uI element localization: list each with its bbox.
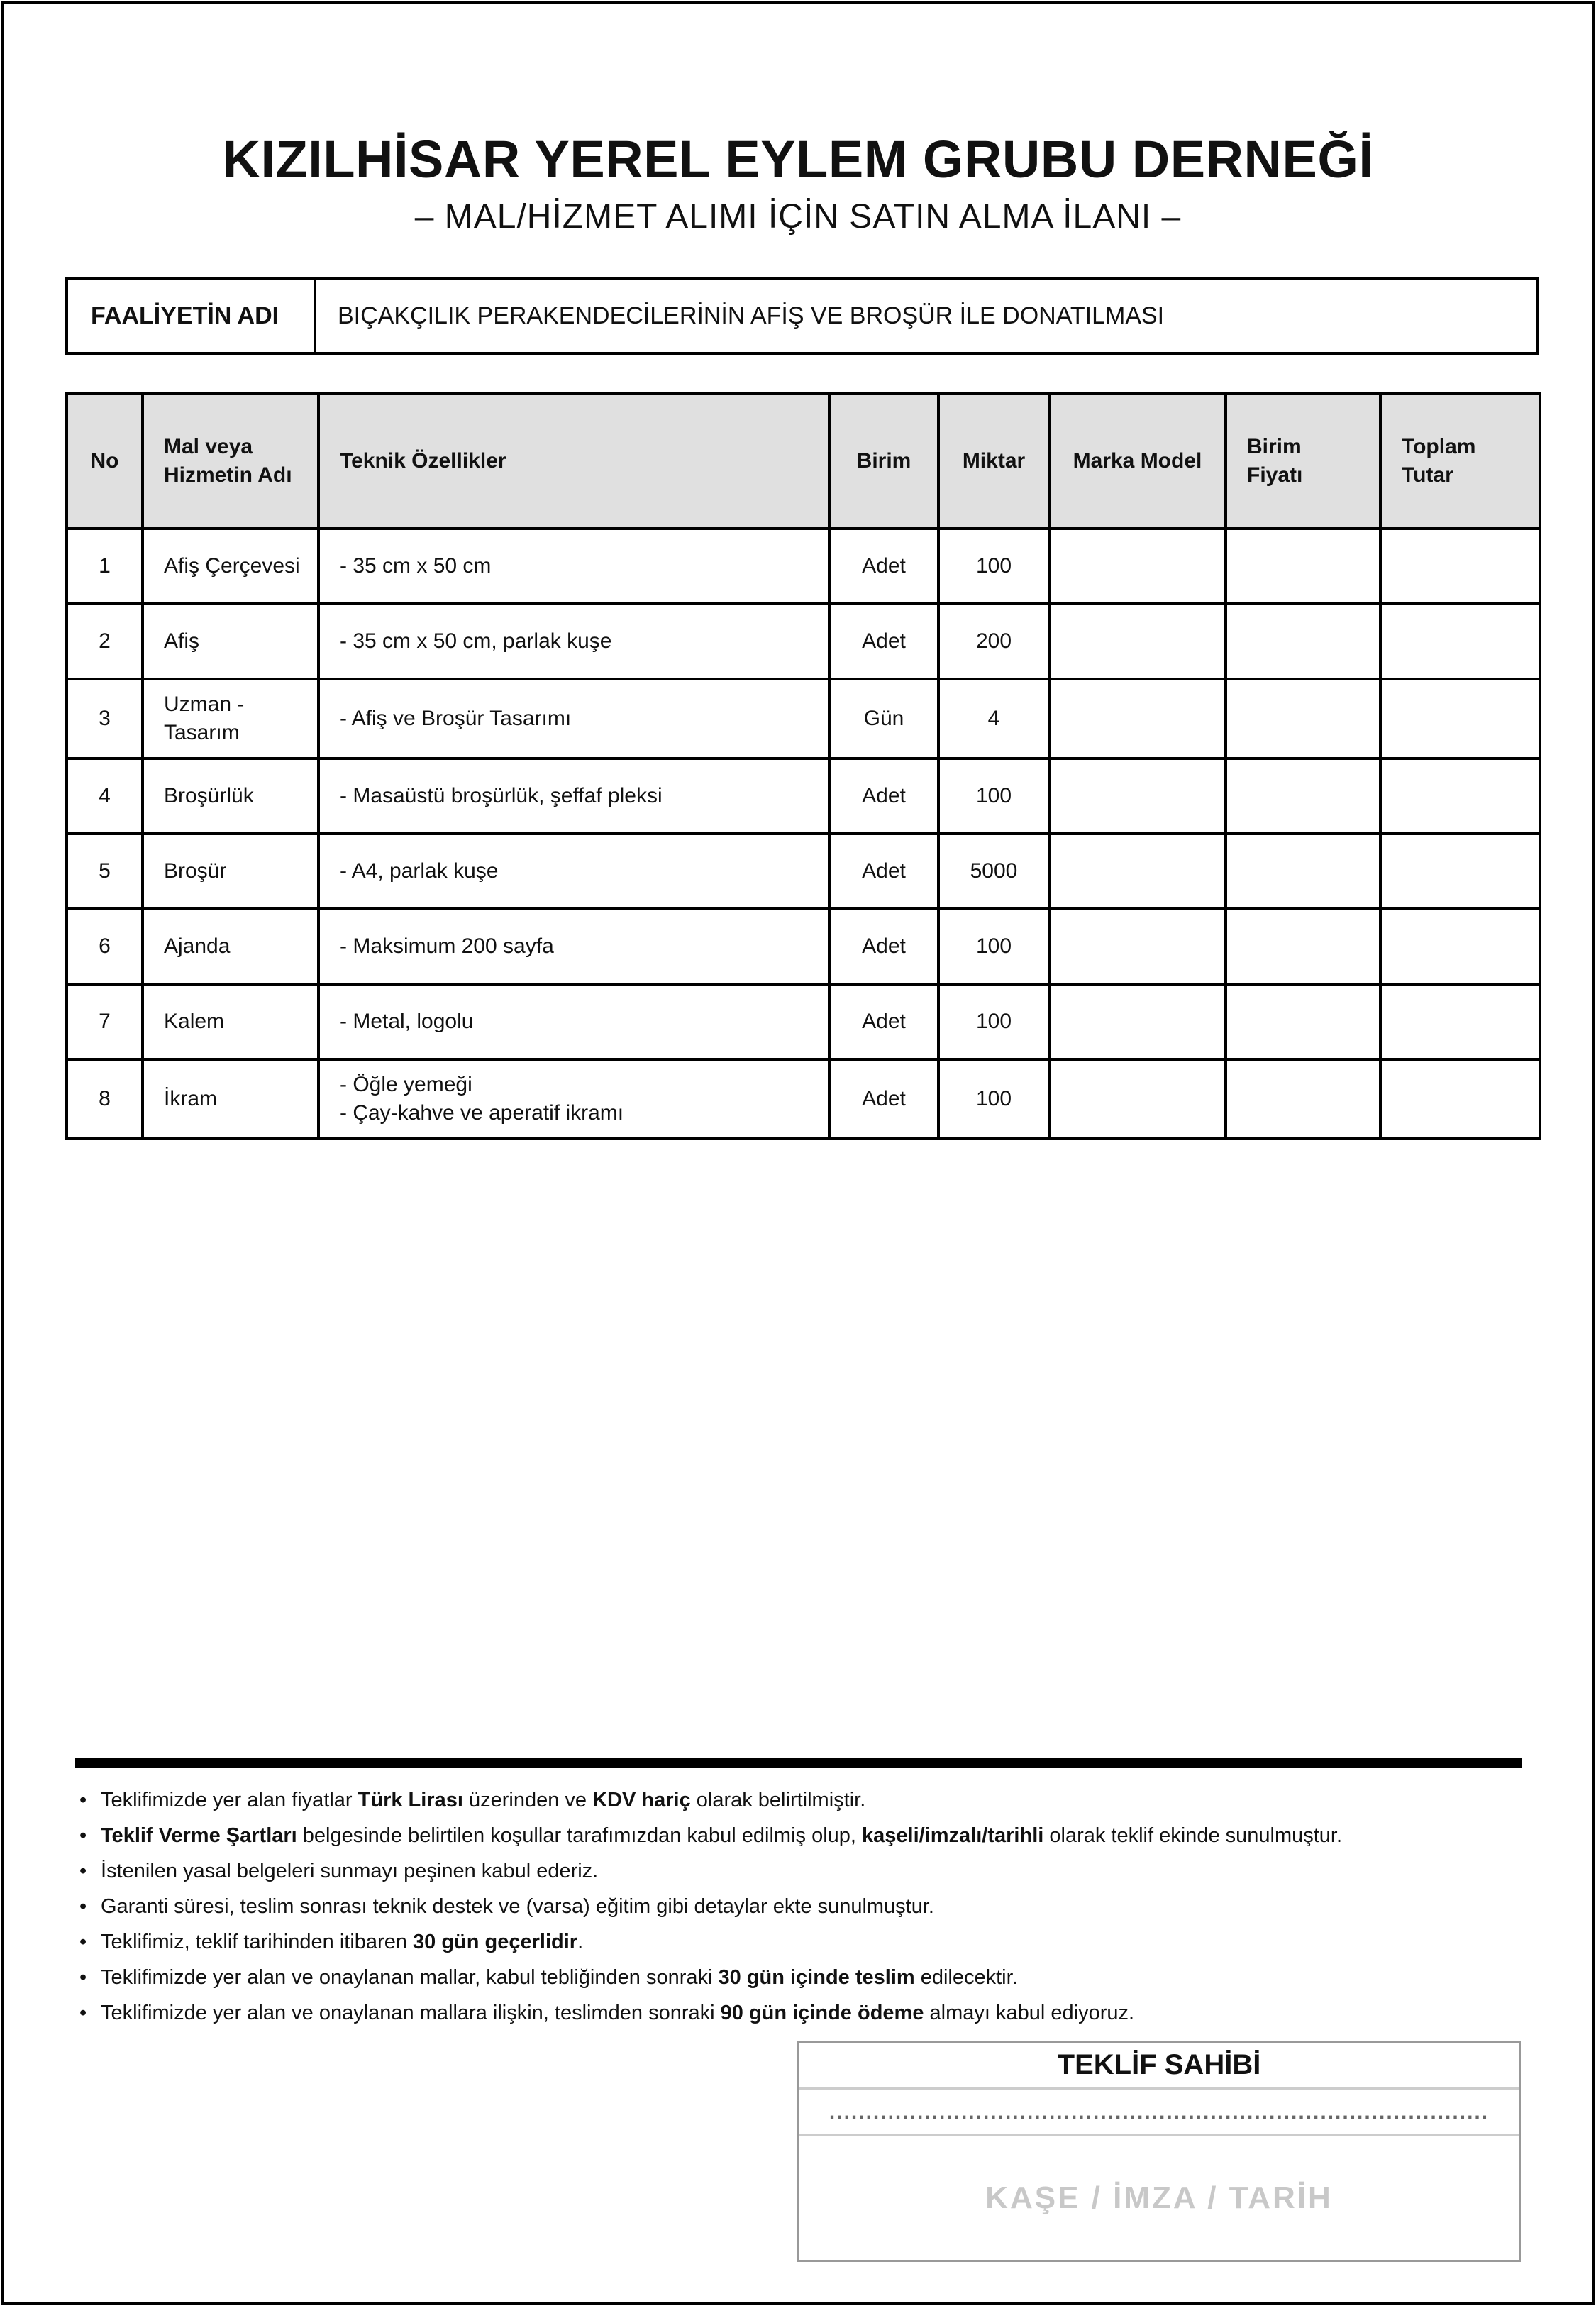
row-spec: - Afiş ve Broşür Tasarımı xyxy=(318,679,829,758)
row-total-cell xyxy=(1380,604,1540,679)
row-unit-price-cell xyxy=(1226,679,1380,758)
row-spec: - Öğle yemeği - Çay-kahve ve aperatif ikramı xyxy=(318,1059,829,1139)
row-unit: Adet xyxy=(829,1059,938,1139)
row-brand-cell xyxy=(1049,1059,1226,1139)
row-unit: Adet xyxy=(829,758,938,834)
row-total-cell xyxy=(1380,529,1540,604)
col-header-spec: Teknik Özellikler xyxy=(318,394,829,529)
col-header-name: Mal veya Hizmetin Adı xyxy=(143,394,318,529)
table-row xyxy=(67,679,1540,758)
col-header-total: Toplam Tutar xyxy=(1380,394,1540,529)
row-spec: - Metal, logolu xyxy=(318,984,829,1059)
table-row xyxy=(67,834,1540,909)
table-row xyxy=(67,1059,1540,1139)
row-unit: Gün xyxy=(829,679,938,758)
table-row xyxy=(67,984,1540,1059)
row-no: 2 xyxy=(67,604,143,679)
col-header-brand: Marka Model xyxy=(1049,394,1226,529)
term-item: • Teklifimizde yer alan fiyatlar Türk Lirası üzerinden ve KDV hariç olarak belirtilmiştir. xyxy=(79,1782,1526,1818)
term-item: • Teklifimizde yer alan ve onaylanan mallar, kabul tebliğinden sonraki 30 gün içinde teslim edilecektir. xyxy=(79,1960,1526,1995)
row-name: Broşürlük xyxy=(143,758,318,834)
row-spec: - A4, parlak kuşe xyxy=(318,834,829,909)
row-name: Afiş xyxy=(143,604,318,679)
row-spec: - Masaüstü broşürlük, şeffaf pleksi xyxy=(318,758,829,834)
row-brand-cell xyxy=(1049,529,1226,604)
row-spec: - 35 cm x 50 cm, parlak kuşe xyxy=(318,604,829,679)
page-title: KIZILHİSAR YEREL EYLEM GRUBU DERNEĞİ xyxy=(222,130,1374,189)
row-qty: 200 xyxy=(938,604,1049,679)
row-name: İkram xyxy=(143,1059,318,1139)
signature-name-line[interactable]: .......................................................................................... xyxy=(799,2090,1519,2136)
row-no: 5 xyxy=(67,834,143,909)
row-unit: Adet xyxy=(829,529,938,604)
activity-box xyxy=(65,277,1539,355)
row-no: 4 xyxy=(67,758,143,834)
row-total-cell xyxy=(1380,984,1540,1059)
terms-divider xyxy=(75,1758,1522,1768)
signature-stamp-area[interactable]: KAŞE / İMZA / TARİH xyxy=(985,2180,1333,2215)
row-qty: 4 xyxy=(938,679,1049,758)
row-unit-price-cell xyxy=(1226,909,1380,984)
page-subtitle: – MAL/HİZMET ALIMI İÇİN SATIN ALMA İLANI – xyxy=(414,198,1182,236)
row-unit: Adet xyxy=(829,834,938,909)
row-spec: - Maksimum 200 sayfa xyxy=(318,909,829,984)
row-name: Kalem xyxy=(143,984,318,1059)
row-unit-price-cell xyxy=(1226,529,1380,604)
row-brand-cell xyxy=(1049,604,1226,679)
row-unit: Adet xyxy=(829,909,938,984)
table-row xyxy=(67,604,1540,679)
row-no: 3 xyxy=(67,679,143,758)
row-name: Afiş Çerçevesi xyxy=(143,529,318,604)
row-qty: 100 xyxy=(938,1059,1049,1139)
row-spec: - 35 cm x 50 cm xyxy=(318,529,829,604)
row-no: 1 xyxy=(67,529,143,604)
row-name: Broşür xyxy=(143,834,318,909)
row-brand-cell xyxy=(1049,679,1226,758)
terms-list xyxy=(79,1782,1526,2031)
activity-label: FAALİYETİN ADI xyxy=(68,280,316,352)
row-qty: 100 xyxy=(938,758,1049,834)
row-unit-price-cell xyxy=(1226,834,1380,909)
row-total-cell xyxy=(1380,834,1540,909)
row-unit-price-cell xyxy=(1226,758,1380,834)
row-no: 8 xyxy=(67,1059,143,1139)
row-no: 6 xyxy=(67,909,143,984)
table-row xyxy=(67,909,1540,984)
term-item: • Teklifimiz, teklif tarihinden itibaren 30 gün geçerlidir. xyxy=(79,1924,1526,1960)
row-total-cell xyxy=(1380,909,1540,984)
term-item: • Teklifimizde yer alan ve onaylanan mallara ilişkin, teslimden sonraki 90 gün içinde ödeme almayı kabul ediyoruz. xyxy=(79,1995,1526,2031)
items-table xyxy=(65,392,1541,1140)
row-total-cell xyxy=(1380,1059,1540,1139)
row-qty: 100 xyxy=(938,909,1049,984)
row-qty: 100 xyxy=(938,984,1049,1059)
row-unit-price-cell xyxy=(1226,604,1380,679)
row-brand-cell xyxy=(1049,984,1226,1059)
row-no: 7 xyxy=(67,984,143,1059)
row-name: Ajanda xyxy=(143,909,318,984)
row-unit: Adet xyxy=(829,604,938,679)
col-header-unit-price: Birim Fiyatı xyxy=(1226,394,1380,529)
table-header-row xyxy=(67,394,1540,529)
table-row xyxy=(67,529,1540,604)
row-total-cell xyxy=(1380,679,1540,758)
row-total-cell xyxy=(1380,758,1540,834)
signature-title: TEKLİF SAHİBİ xyxy=(799,2043,1519,2090)
term-item: • Teklif Verme Şartları belgesinde belirtilen koşullar tarafımızdan kabul edilmiş olup, kaşeli/imzalı/tarihli olarak teklif ekinde sunulmuştur. xyxy=(79,1818,1526,1853)
signature-box xyxy=(797,2041,1521,2262)
row-qty: 100 xyxy=(938,529,1049,604)
activity-value: BIÇAKÇILIK PERAKENDECİLERİNİN AFİŞ VE BROŞÜR İLE DONATILMASI xyxy=(338,302,1165,329)
row-qty: 5000 xyxy=(938,834,1049,909)
col-header-qty: Miktar xyxy=(938,394,1049,529)
row-unit-price-cell xyxy=(1226,1059,1380,1139)
term-item: • İstenilen yasal belgeleri sunmayı peşinen kabul ederiz. xyxy=(79,1853,1526,1889)
row-brand-cell xyxy=(1049,909,1226,984)
row-unit: Adet xyxy=(829,984,938,1059)
row-name: Uzman - Tasarım xyxy=(143,679,318,758)
col-header-unit: Birim xyxy=(829,394,938,529)
row-brand-cell xyxy=(1049,834,1226,909)
row-brand-cell xyxy=(1049,758,1226,834)
term-item: • Garanti süresi, teslim sonrası teknik destek ve (varsa) eğitim gibi detaylar ekte sunulmuştur. xyxy=(79,1889,1526,1924)
col-header-no: No xyxy=(67,394,143,529)
table-row xyxy=(67,758,1540,834)
row-unit-price-cell xyxy=(1226,984,1380,1059)
